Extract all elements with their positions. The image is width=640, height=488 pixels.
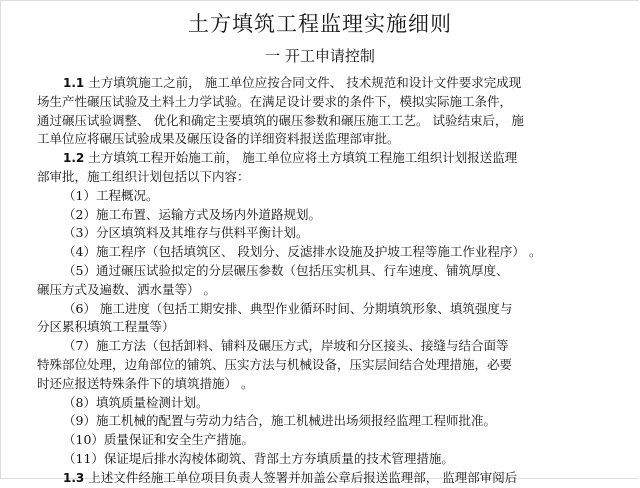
line-text: 土方填筑施工之前， 施工单位应按合同文件、 技术规范和设计文件要求完成现 — [88, 75, 522, 90]
line-text: 碾压方式及遍数、洒水量等） 。 — [37, 281, 216, 297]
line-text: 特殊部位处理，边角部位的铺筑、压实方法与机械设备，压实层间结合处理措施，必要 — [37, 357, 513, 372]
clause-number: 1.3 — [63, 470, 85, 485]
text-line — [37, 355, 512, 375]
text-line — [63, 73, 521, 93]
line-text: 通过碾压试验调整、 优化和确定主要填筑的碾压参数和碾压施工工艺。 试验结束后， 施 — [37, 112, 524, 128]
text-line — [37, 111, 524, 131]
text-line — [63, 299, 512, 319]
line-text: 部审批，施工组织计划包括以下内容： — [37, 169, 250, 184]
text-line — [63, 148, 517, 168]
text-line — [37, 317, 175, 337]
text-line — [63, 430, 254, 450]
line-text: （6） 施工进度（包括工期安排、典型作业循环时间、分期填筑形象、填筑强度与 — [63, 300, 513, 316]
text-line — [63, 186, 158, 206]
text-line — [63, 393, 208, 413]
line-text: （4）施工程序（包括填筑区、 段划分、反滤排水设施及护坡工程等施工作业程序） 。 — [63, 244, 542, 260]
text-line — [63, 336, 508, 356]
text-line — [63, 261, 508, 281]
line-text: （3）分区填筑料及其堆存与供料平衡计划。 — [63, 225, 309, 241]
section-heading: 一 开工申请控制 — [265, 47, 375, 65]
text-line — [63, 223, 308, 243]
text-line — [63, 205, 321, 225]
line-text: 场生产性碾压试验及土料土力学试验。在满足设计要求的条件下，模拟实际施工条件， — [37, 93, 513, 109]
line-text: 土方填筑工程开始施工前， 施工单位应将土方填筑工程施工组织计划报送监理 — [88, 150, 518, 166]
text-line — [37, 374, 253, 394]
text-line — [37, 129, 400, 149]
line-text: 分区累积填筑工程量等） — [37, 319, 175, 335]
text-line — [63, 411, 496, 431]
text-line — [37, 167, 250, 187]
line-text: （1）工程概况。 — [63, 187, 159, 203]
document-title: 土方填筑工程监理实施细则 — [188, 12, 452, 36]
text-line — [63, 468, 517, 488]
line-text: （2）施工布置、运输方式及场内外道路规划。 — [63, 206, 321, 222]
line-text: 上述文件经施工单位项目负责人签署并加盖公章后报送监理部， 监理部审阅后 — [88, 469, 518, 485]
text-line — [63, 242, 541, 262]
text-line — [63, 449, 454, 469]
text-line — [37, 92, 512, 112]
line-text: 时还应报送特殊条件下的填筑措施） 。 — [37, 375, 254, 391]
line-text: （7）施工方法（包括卸料、铺料及碾压方式，岸坡和分区接头、接缝与结合面等 — [63, 338, 509, 354]
line-text: （8）填筑质量检测计划。 — [63, 394, 209, 410]
line-text: 工单位应将碾压试验成果及碾压设备的详细资料报送监理部审批。 — [37, 131, 400, 147]
line-text: （10）质量保证和安全生产措施。 — [63, 432, 254, 448]
line-text: （11）保证堤后排水沟棱体砌筑、背部土方夯填质量的技术管理措施。 — [63, 451, 454, 466]
clause-number: 1.1 — [63, 76, 85, 90]
text-line — [37, 280, 216, 300]
clause-number: 1.2 — [63, 151, 85, 166]
line-text: （9）施工机械的配置与劳动力结合，施工机械进出场须报经监理工程师批准。 — [63, 413, 496, 429]
line-text: （5）通过碾压试验拟定的分层碾压参数（包括压实机具、行车速度、铺筑厚度、 — [63, 263, 509, 278]
